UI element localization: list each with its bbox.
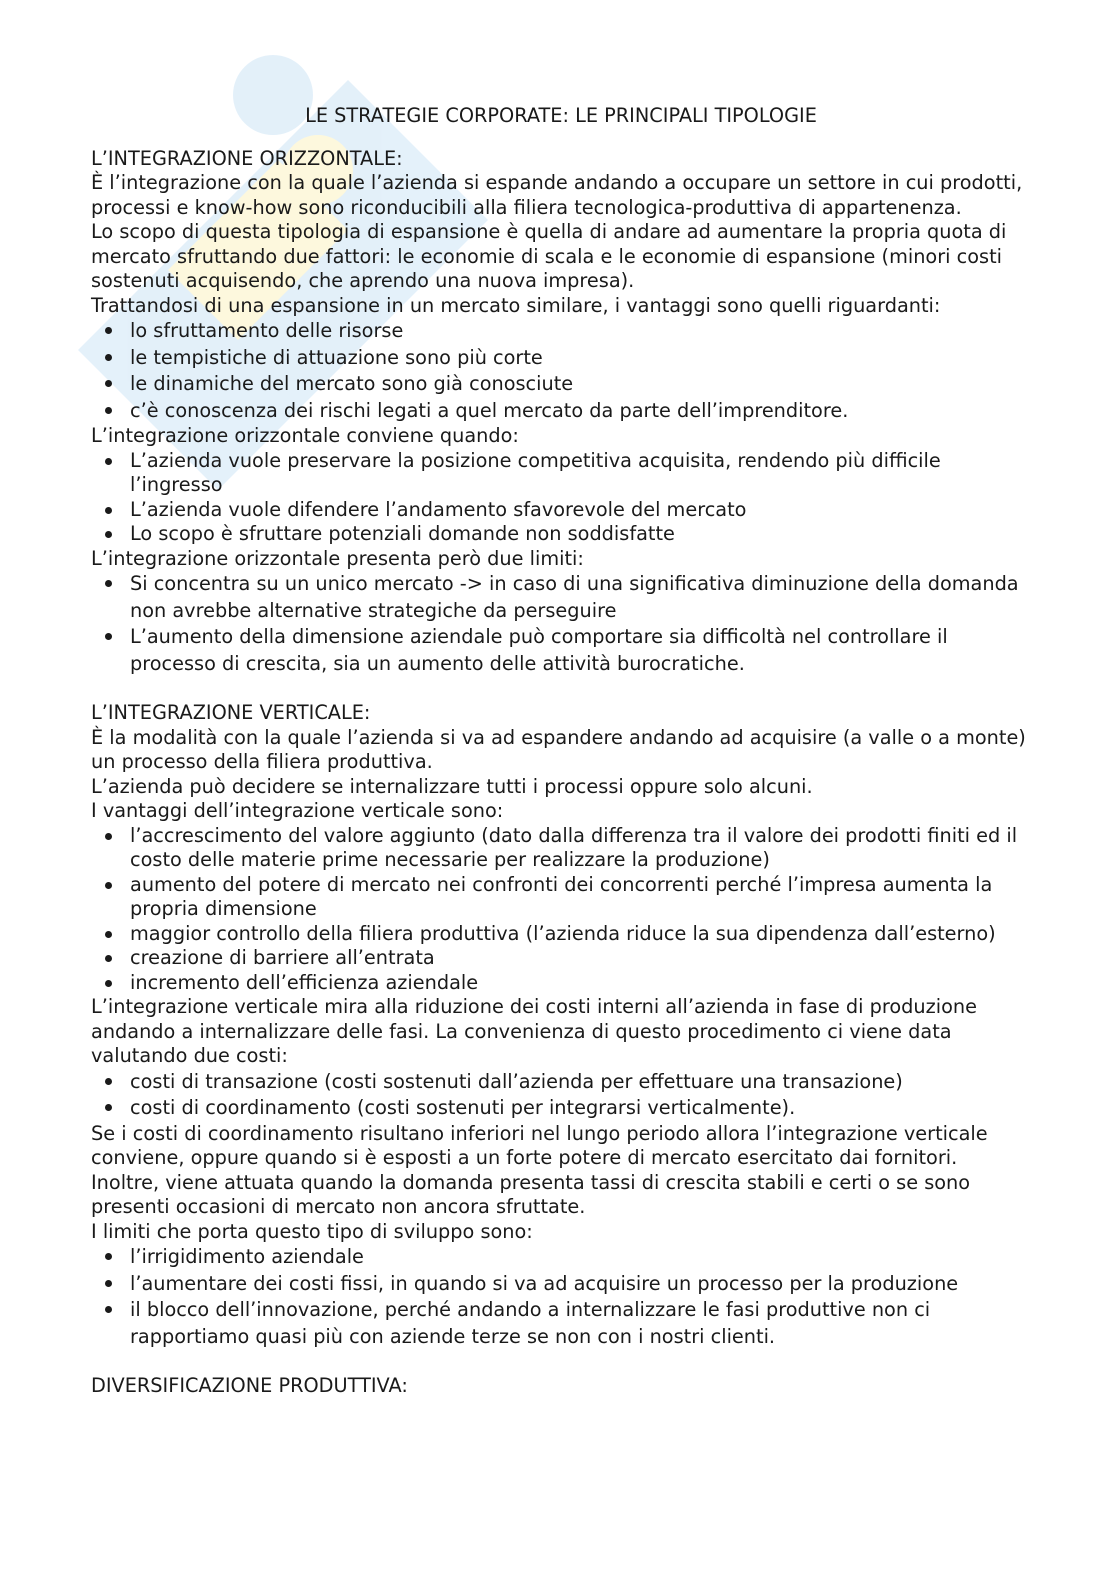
list-item: maggior controllo della filiera produttiva (l’azienda riduce la sua dipendenza dall’esterno) [130,922,1031,947]
bullet-list-limiti [91,1244,1031,1350]
paragraph: Inoltre, viene attuata quando la domanda presenta tassi di crescita stabili e certi o se sono presenti occasioni di mercato non ancora sfruttate. [91,1170,971,1218]
list-item: l’accrescimento del valore aggiunto (dato dalla differenza tra il valore dei prodotti finiti ed il costo delle materie prime necessarie per realizzare la produzione) [130,824,1031,873]
section-heading: L’INTEGRAZIONE VERTICALE: [91,701,371,724]
paragraph: L’integrazione verticale mira alla riduzione dei costi interni all’azienda in fase di produzione andando a internalizzare delle fasi. La convenienza di questo procedimento ci viene data valutando due costi: [91,995,977,1067]
list-item: creazione di barriere all’entrata [130,946,1031,971]
bullet-list-conviene [91,449,1031,547]
section-heading: DIVERSIFICAZIONE PRODUTTIVA: [91,1374,408,1397]
paragraph: Lo scopo di questa tipologia di espansione è quella di andare ad aumentare la propria quota di mercato sfruttando due fattori: le economie di scala e le economie di espansione (minori costi sostenuti acquisendo, che aprendo una nuova impresa). [91,220,1007,292]
list-item: L’aumento della dimensione aziendale può comportare sia difficoltà nel controllare il processo di crescita, sia un aumento delle attività burocratiche. [130,624,1031,677]
list-item: aumento del potere di mercato nei confronti dei concorrenti perché l’impresa aumenta la propria dimensione [130,873,1031,922]
section-heading: L’INTEGRAZIONE ORIZZONTALE: [91,146,403,170]
list-item: c’è conoscenza dei rischi legati a quel mercato da parte dell’imprenditore. [130,398,1031,425]
bullet-list-limiti [91,571,1031,677]
paragraph: L’azienda può decidere se internalizzare tutti i processi oppure solo alcuni. [91,774,813,798]
list-item: Lo scopo è sfruttare potenziali domande non soddisfatte [130,522,1031,547]
paragraph: È la modalità con la quale l’azienda si va ad espandere andando ad acquisire (a valle o a monte) un processo della filiera produttiva. [91,725,1026,773]
paragraph: L’integrazione orizzontale conviene quando: [91,424,519,447]
list-item: l’aumentare dei costi fissi, in quando si va ad acquisire un processo per la produzione [130,1271,1031,1298]
paragraph: I limiti che porta questo tipo di sviluppo sono: [91,1219,533,1243]
list-item: incremento dell’efficienza aziendale [130,971,1031,996]
list-item: il blocco dell’innovazione, perché andando a internalizzare le fasi produttive non ci rapportiamo quasi più con aziende terze se non con i nostri clienti. [130,1297,1031,1350]
section-integrazione-orizzontale [91,147,1031,678]
list-item: le dinamiche del mercato sono già conosciute [130,371,1031,398]
paragraph: È l’integrazione con la quale l’azienda si espande andando a occupare un settore in cui prodotti, processi e know-how sono riconducibili alla filiera tecnologica-produttiva di appartenenza. [91,171,1023,219]
list-item: costi di transazione (costi sostenuti dall’azienda per effettuare una transazione) [130,1069,1031,1096]
bullet-list-vantaggi [91,318,1031,424]
paragraph: Se i costi di coordinamento risultano inferiori nel lungo periodo allora l’integrazione verticale conviene, oppure quando si è esposti a un forte potere di mercato esercitato dai fornitori. [91,1121,988,1169]
list-item: l’irrigidimento aziendale [130,1244,1031,1271]
list-item: costi di coordinamento (costi sostenuti per integrarsi verticalmente). [130,1095,1031,1122]
bullet-list-vantaggi [91,824,1031,996]
bullet-list-costi [91,1069,1031,1122]
section-integrazione-verticale [91,701,1031,1350]
list-item: Si concentra su un unico mercato -> in caso di una significativa diminuzione della domanda non avrebbe alternative strategiche da perseguire [130,571,1031,624]
paragraph: Trattandosi di una espansione in un mercato similare, i vantaggi sono quelli riguardanti: [91,293,941,317]
document-title: LE STRATEGIE CORPORATE: LE PRINCIPALI TIPOLOGIE [305,104,817,127]
list-item: lo sfruttamento delle risorse [130,318,1031,345]
document-page [91,104,1031,1399]
list-item: L’azienda vuole difendere l’andamento sfavorevole del mercato [130,498,1031,523]
list-item: le tempistiche di attuazione sono più corte [130,345,1031,372]
section-diversificazione-produttiva [91,1374,1031,1399]
list-item: L’azienda vuole preservare la posizione competitiva acquisita, rendendo più difficile l’ingresso [130,449,1031,498]
paragraph: L’integrazione orizzontale presenta però due limiti: [91,546,584,570]
paragraph: I vantaggi dell’integrazione verticale sono: [91,799,504,822]
